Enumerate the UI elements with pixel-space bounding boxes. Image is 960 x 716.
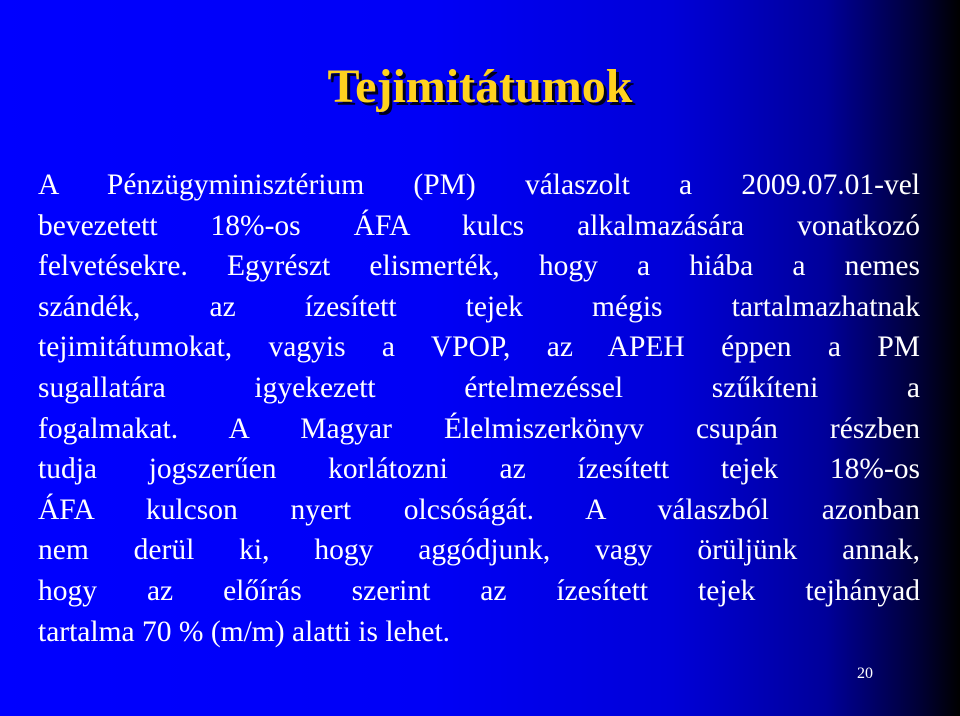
body-line: A Pénzügyminisztérium (PM) válaszolt a 2009.07.01-vel <box>38 169 920 201</box>
body-line: tartalma 70 % (m/m) alatti is lehet. <box>38 615 451 648</box>
body-line: nem derül ki, hogy aggódjunk, vagy örüljünk annak, <box>38 534 920 567</box>
slide-title: Tejimitátumok <box>327 60 633 113</box>
body-line: tejimitátumokat, vagyis a VPOP, az APEH éppen a PM <box>38 331 920 364</box>
body-line: ÁFA kulcson nyert olcsóságát. A válaszból azonban <box>38 493 920 526</box>
body-line: fogalmakat. A Magyar Élelmiszerkönyv csupán részben <box>38 412 920 445</box>
body-text <box>38 165 920 652</box>
body-line: tudja jogszerűen korlátozni az ízesített tejek 18%-os <box>38 453 920 486</box>
body-line: szándék, az ízesített tejek mégis tartalmazhatnak <box>38 290 920 323</box>
body-line: sugallatára igyekezett értelmezéssel szűkíteni a <box>38 371 920 404</box>
page-number: 20 <box>857 665 873 682</box>
body-line: bevezetett 18%-os ÁFA kulcs alkalmazására vonatkozó <box>38 209 920 242</box>
body-line: felvetésekre. Egyrészt elismerték, hogy a hiába a nemes <box>38 250 920 283</box>
body-line: hogy az előírás szerint az ízesített tejek tejhányad <box>38 574 920 607</box>
